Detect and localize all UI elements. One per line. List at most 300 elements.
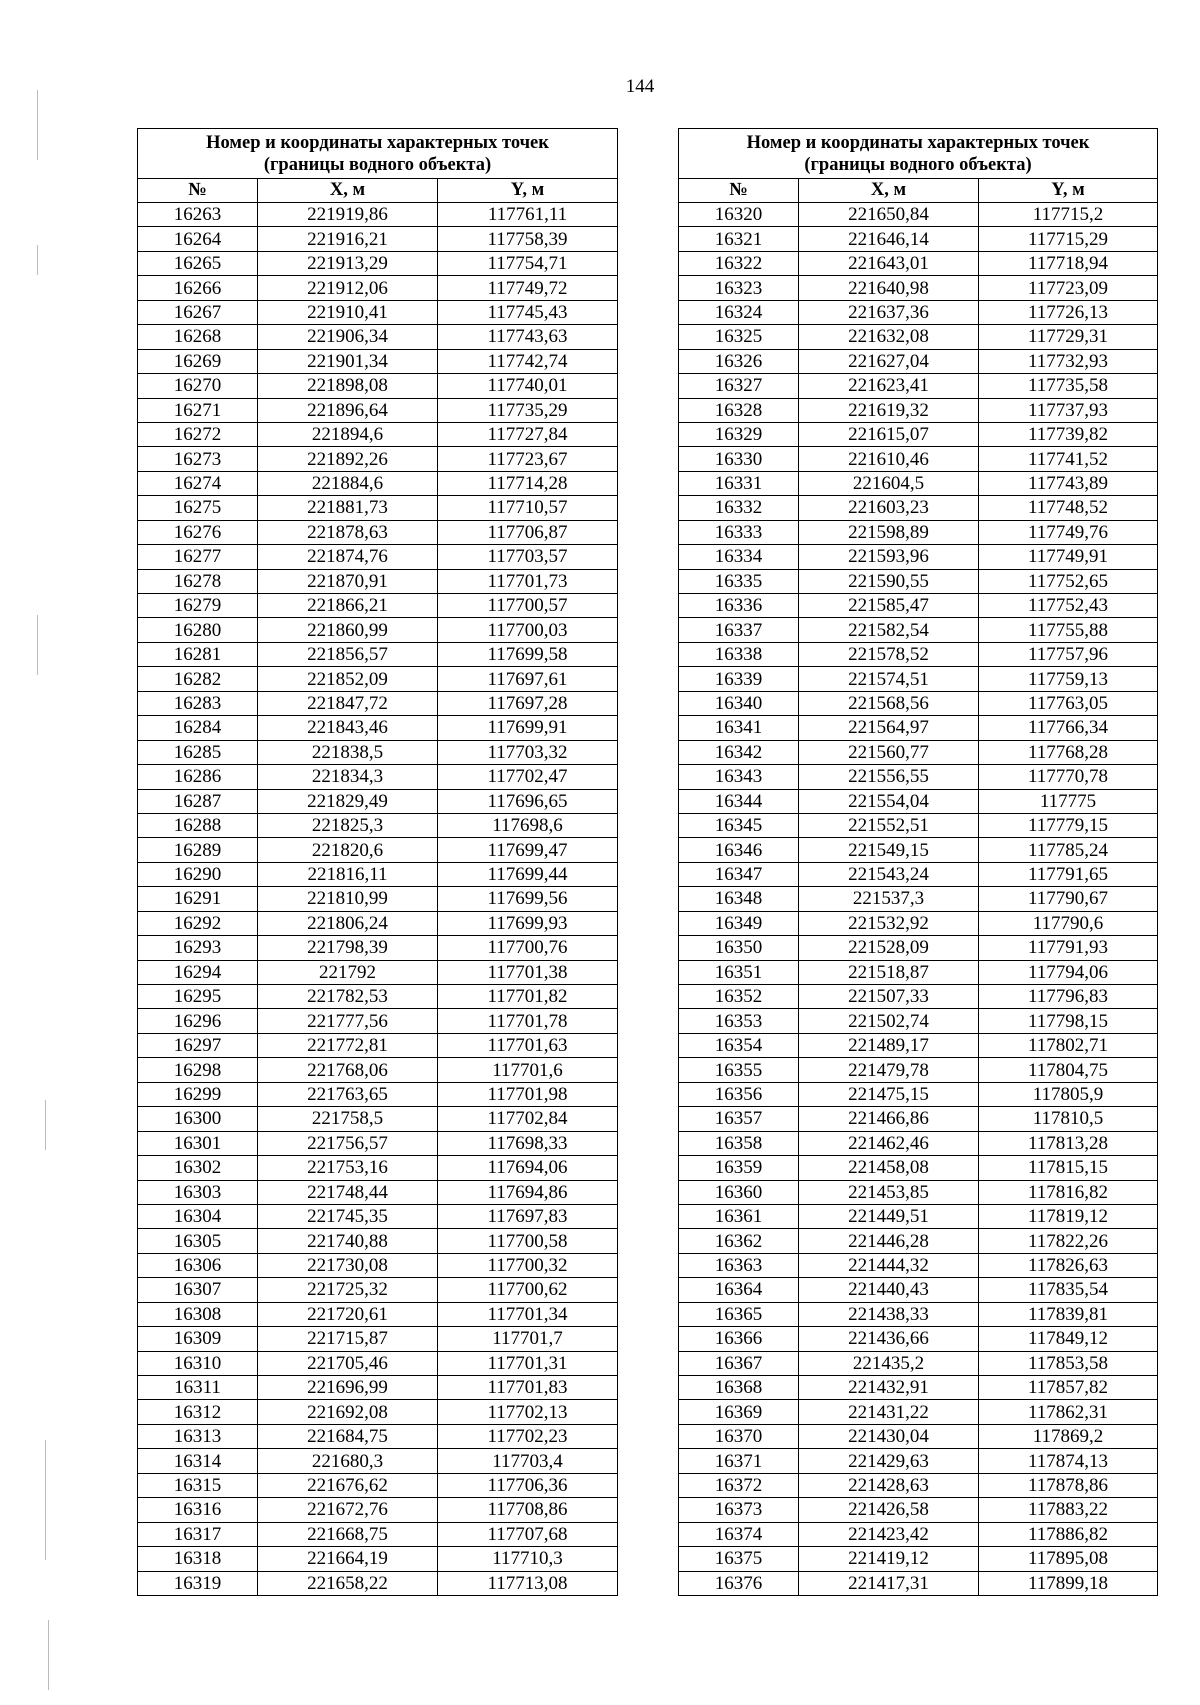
table-row xyxy=(138,1229,618,1253)
table-row xyxy=(679,838,1158,862)
cell-x-coordinate: 221740,88 xyxy=(258,1229,438,1253)
cell-x-coordinate: 221725,32 xyxy=(258,1278,438,1302)
cell-y-coordinate: 117700,76 xyxy=(438,936,618,960)
cell-x-coordinate: 221768,06 xyxy=(258,1058,438,1082)
cell-y-coordinate: 117701,82 xyxy=(438,985,618,1009)
cell-point-number: 16343 xyxy=(679,765,799,789)
cell-y-coordinate: 117758,39 xyxy=(438,227,618,251)
cell-y-coordinate: 117701,31 xyxy=(438,1351,618,1375)
table-row xyxy=(679,1156,1158,1180)
table-row xyxy=(138,716,618,740)
cell-y-coordinate: 117761,11 xyxy=(438,203,618,227)
cell-x-coordinate: 221578,52 xyxy=(799,642,979,666)
cell-x-coordinate: 221603,23 xyxy=(799,496,979,520)
cell-point-number: 16341 xyxy=(679,716,799,740)
cell-point-number: 16264 xyxy=(138,227,258,251)
cell-x-coordinate: 221856,57 xyxy=(258,642,438,666)
cell-point-number: 16299 xyxy=(138,1082,258,1106)
cell-x-coordinate: 221479,78 xyxy=(799,1058,979,1082)
cell-point-number: 16335 xyxy=(679,569,799,593)
column-header-x: X, м xyxy=(799,179,979,203)
cell-y-coordinate: 117699,56 xyxy=(438,887,618,911)
cell-y-coordinate: 117702,84 xyxy=(438,1107,618,1131)
cell-x-coordinate: 221632,08 xyxy=(799,325,979,349)
cell-y-coordinate: 117723,09 xyxy=(979,276,1158,300)
table-row xyxy=(138,1253,618,1277)
cell-x-coordinate: 221453,85 xyxy=(799,1180,979,1204)
column-header-x: X, м xyxy=(258,179,438,203)
table-row xyxy=(679,667,1158,691)
table-row xyxy=(679,1253,1158,1277)
cell-y-coordinate: 117706,87 xyxy=(438,520,618,544)
table-row xyxy=(679,1278,1158,1302)
cell-x-coordinate: 221898,08 xyxy=(258,374,438,398)
cell-x-coordinate: 221676,62 xyxy=(258,1473,438,1497)
cell-point-number: 16347 xyxy=(679,862,799,886)
cell-y-coordinate: 117701,6 xyxy=(438,1058,618,1082)
cell-x-coordinate: 221438,33 xyxy=(799,1302,979,1326)
cell-x-coordinate: 221430,04 xyxy=(799,1424,979,1448)
cell-y-coordinate: 117742,74 xyxy=(438,349,618,373)
cell-x-coordinate: 221556,55 xyxy=(799,765,979,789)
table-row xyxy=(679,594,1158,618)
table-row xyxy=(679,1180,1158,1204)
cell-y-coordinate: 117874,13 xyxy=(979,1449,1158,1473)
table-row xyxy=(679,1498,1158,1522)
cell-point-number: 16344 xyxy=(679,789,799,813)
cell-point-number: 16371 xyxy=(679,1449,799,1473)
table-row xyxy=(138,1376,618,1400)
scan-mark xyxy=(37,245,38,275)
scan-mark xyxy=(45,1440,46,1560)
table-row xyxy=(138,985,618,1009)
cell-y-coordinate: 117802,71 xyxy=(979,1033,1158,1057)
cell-y-coordinate: 117763,05 xyxy=(979,691,1158,715)
table-row xyxy=(138,1204,618,1228)
cell-x-coordinate: 221870,91 xyxy=(258,569,438,593)
table-title xyxy=(138,129,618,179)
cell-point-number: 16354 xyxy=(679,1033,799,1057)
cell-x-coordinate: 221847,72 xyxy=(258,691,438,715)
cell-y-coordinate: 117839,81 xyxy=(979,1302,1158,1326)
cell-x-coordinate: 221446,28 xyxy=(799,1229,979,1253)
cell-y-coordinate: 117694,86 xyxy=(438,1180,618,1204)
cell-y-coordinate: 117752,43 xyxy=(979,594,1158,618)
cell-y-coordinate: 117743,89 xyxy=(979,471,1158,495)
column-header-number: № xyxy=(138,179,258,203)
cell-point-number: 16274 xyxy=(138,471,258,495)
cell-point-number: 16277 xyxy=(138,545,258,569)
cell-x-coordinate: 221528,09 xyxy=(799,936,979,960)
cell-x-coordinate: 221912,06 xyxy=(258,276,438,300)
table-row xyxy=(679,325,1158,349)
table-row xyxy=(138,471,618,495)
cell-point-number: 16355 xyxy=(679,1058,799,1082)
table-row xyxy=(138,765,618,789)
cell-x-coordinate: 221604,5 xyxy=(799,471,979,495)
column-header-number: № xyxy=(679,179,799,203)
cell-y-coordinate: 117768,28 xyxy=(979,740,1158,764)
cell-y-coordinate: 117718,94 xyxy=(979,251,1158,275)
column-header-y: Y, м xyxy=(438,179,618,203)
cell-y-coordinate: 117810,5 xyxy=(979,1107,1158,1131)
cell-x-coordinate: 221417,31 xyxy=(799,1571,979,1595)
table-row xyxy=(138,691,618,715)
cell-y-coordinate: 117743,63 xyxy=(438,325,618,349)
table-row xyxy=(679,1351,1158,1375)
cell-y-coordinate: 117723,67 xyxy=(438,447,618,471)
table-row xyxy=(679,887,1158,911)
cell-x-coordinate: 221610,46 xyxy=(799,447,979,471)
cell-point-number: 16361 xyxy=(679,1204,799,1228)
cell-point-number: 16270 xyxy=(138,374,258,398)
cell-point-number: 16314 xyxy=(138,1449,258,1473)
cell-point-number: 16326 xyxy=(679,349,799,373)
cell-x-coordinate: 221637,36 xyxy=(799,300,979,324)
table-row xyxy=(679,422,1158,446)
table-row xyxy=(679,520,1158,544)
cell-point-number: 16357 xyxy=(679,1107,799,1131)
table-row xyxy=(679,911,1158,935)
cell-y-coordinate: 117703,4 xyxy=(438,1449,618,1473)
cell-y-coordinate: 117713,08 xyxy=(438,1571,618,1595)
table-body xyxy=(679,203,1158,1596)
cell-x-coordinate: 221860,99 xyxy=(258,618,438,642)
cell-y-coordinate: 117862,31 xyxy=(979,1400,1158,1424)
table-row xyxy=(138,545,618,569)
table-row xyxy=(679,1473,1158,1497)
cell-y-coordinate: 117754,71 xyxy=(438,251,618,275)
table-row xyxy=(138,911,618,935)
cell-x-coordinate: 221598,89 xyxy=(799,520,979,544)
cell-point-number: 16318 xyxy=(138,1547,258,1571)
cell-point-number: 16272 xyxy=(138,422,258,446)
cell-y-coordinate: 117699,93 xyxy=(438,911,618,935)
cell-x-coordinate: 221745,35 xyxy=(258,1204,438,1228)
cell-point-number: 16338 xyxy=(679,642,799,666)
cell-x-coordinate: 221838,5 xyxy=(258,740,438,764)
table-row xyxy=(138,740,618,764)
cell-y-coordinate: 117703,57 xyxy=(438,545,618,569)
cell-y-coordinate: 117700,32 xyxy=(438,1253,618,1277)
cell-y-coordinate: 117804,75 xyxy=(979,1058,1158,1082)
cell-point-number: 16328 xyxy=(679,398,799,422)
cell-y-coordinate: 117886,82 xyxy=(979,1522,1158,1546)
scan-mark xyxy=(37,90,38,160)
cell-point-number: 16308 xyxy=(138,1302,258,1326)
cell-y-coordinate: 117699,58 xyxy=(438,642,618,666)
table-row xyxy=(138,789,618,813)
cell-point-number: 16294 xyxy=(138,960,258,984)
cell-y-coordinate: 117816,82 xyxy=(979,1180,1158,1204)
table-row xyxy=(679,569,1158,593)
cell-x-coordinate: 221715,87 xyxy=(258,1327,438,1351)
table-row xyxy=(138,642,618,666)
cell-y-coordinate: 117715,2 xyxy=(979,203,1158,227)
table-row xyxy=(138,398,618,422)
cell-point-number: 16333 xyxy=(679,520,799,544)
cell-x-coordinate: 221919,86 xyxy=(258,203,438,227)
cell-y-coordinate: 117752,65 xyxy=(979,569,1158,593)
table-row xyxy=(138,1131,618,1155)
cell-x-coordinate: 221878,63 xyxy=(258,520,438,544)
cell-y-coordinate: 117698,6 xyxy=(438,813,618,837)
cell-y-coordinate: 117798,15 xyxy=(979,1009,1158,1033)
cell-x-coordinate: 221896,64 xyxy=(258,398,438,422)
cell-y-coordinate: 117700,57 xyxy=(438,594,618,618)
cell-point-number: 16313 xyxy=(138,1424,258,1448)
table-row xyxy=(679,642,1158,666)
table-row xyxy=(679,471,1158,495)
cell-point-number: 16331 xyxy=(679,471,799,495)
cell-y-coordinate: 117735,58 xyxy=(979,374,1158,398)
table-row xyxy=(679,1327,1158,1351)
cell-x-coordinate: 221564,97 xyxy=(799,716,979,740)
table-row xyxy=(679,1376,1158,1400)
cell-y-coordinate: 117702,47 xyxy=(438,765,618,789)
table-row xyxy=(138,203,618,227)
table-title-line2: (границы водного объекта) xyxy=(263,154,492,175)
cell-x-coordinate: 221913,29 xyxy=(258,251,438,275)
cell-y-coordinate: 117697,83 xyxy=(438,1204,618,1228)
cell-point-number: 16282 xyxy=(138,667,258,691)
cell-x-coordinate: 221489,17 xyxy=(799,1033,979,1057)
cell-point-number: 16367 xyxy=(679,1351,799,1375)
cell-y-coordinate: 117701,7 xyxy=(438,1327,618,1351)
cell-y-coordinate: 117701,78 xyxy=(438,1009,618,1033)
cell-x-coordinate: 221658,22 xyxy=(258,1571,438,1595)
cell-x-coordinate: 221502,74 xyxy=(799,1009,979,1033)
table-row xyxy=(138,1327,618,1351)
cell-point-number: 16298 xyxy=(138,1058,258,1082)
cell-x-coordinate: 221906,34 xyxy=(258,325,438,349)
cell-point-number: 16302 xyxy=(138,1156,258,1180)
cell-y-coordinate: 117727,84 xyxy=(438,422,618,446)
cell-y-coordinate: 117739,82 xyxy=(979,422,1158,446)
cell-point-number: 16330 xyxy=(679,447,799,471)
cell-x-coordinate: 221874,76 xyxy=(258,545,438,569)
cell-point-number: 16290 xyxy=(138,862,258,886)
cell-point-number: 16296 xyxy=(138,1009,258,1033)
table-row xyxy=(679,1571,1158,1595)
cell-x-coordinate: 221574,51 xyxy=(799,667,979,691)
cell-y-coordinate: 117819,12 xyxy=(979,1204,1158,1228)
table-row xyxy=(679,960,1158,984)
cell-y-coordinate: 117701,98 xyxy=(438,1082,618,1106)
cell-y-coordinate: 117699,47 xyxy=(438,838,618,862)
cell-point-number: 16317 xyxy=(138,1522,258,1546)
table-row xyxy=(138,618,618,642)
cell-point-number: 16325 xyxy=(679,325,799,349)
cell-y-coordinate: 117790,6 xyxy=(979,911,1158,935)
cell-point-number: 16374 xyxy=(679,1522,799,1546)
cell-point-number: 16332 xyxy=(679,496,799,520)
cell-y-coordinate: 117700,58 xyxy=(438,1229,618,1253)
table-row xyxy=(679,716,1158,740)
cell-x-coordinate: 221881,73 xyxy=(258,496,438,520)
cell-y-coordinate: 117740,01 xyxy=(438,374,618,398)
cell-x-coordinate: 221829,49 xyxy=(258,789,438,813)
cell-y-coordinate: 117703,32 xyxy=(438,740,618,764)
table-row xyxy=(138,813,618,837)
table-row xyxy=(138,1522,618,1546)
cell-point-number: 16375 xyxy=(679,1547,799,1571)
cell-y-coordinate: 117791,65 xyxy=(979,862,1158,886)
table-row xyxy=(138,1082,618,1106)
cell-x-coordinate: 221894,6 xyxy=(258,422,438,446)
cell-x-coordinate: 221756,57 xyxy=(258,1131,438,1155)
cell-y-coordinate: 117737,93 xyxy=(979,398,1158,422)
table-row xyxy=(138,300,618,324)
cell-x-coordinate: 221543,24 xyxy=(799,862,979,886)
cell-x-coordinate: 221758,5 xyxy=(258,1107,438,1131)
cell-point-number: 16340 xyxy=(679,691,799,715)
cell-x-coordinate: 221820,6 xyxy=(258,838,438,862)
cell-x-coordinate: 221640,98 xyxy=(799,276,979,300)
table-row xyxy=(138,325,618,349)
cell-y-coordinate: 117757,96 xyxy=(979,642,1158,666)
cell-y-coordinate: 117735,29 xyxy=(438,398,618,422)
cell-y-coordinate: 117883,22 xyxy=(979,1498,1158,1522)
cell-y-coordinate: 117869,2 xyxy=(979,1424,1158,1448)
table-row xyxy=(138,960,618,984)
table-row xyxy=(138,496,618,520)
cell-y-coordinate: 117726,13 xyxy=(979,300,1158,324)
table-row xyxy=(679,1547,1158,1571)
cell-y-coordinate: 117755,88 xyxy=(979,618,1158,642)
cell-x-coordinate: 221444,32 xyxy=(799,1253,979,1277)
cell-point-number: 16329 xyxy=(679,422,799,446)
cell-point-number: 16263 xyxy=(138,203,258,227)
cell-x-coordinate: 221426,58 xyxy=(799,1498,979,1522)
cell-point-number: 16266 xyxy=(138,276,258,300)
cell-x-coordinate: 221705,46 xyxy=(258,1351,438,1375)
cell-point-number: 16306 xyxy=(138,1253,258,1277)
cell-x-coordinate: 221916,21 xyxy=(258,227,438,251)
cell-y-coordinate: 117822,26 xyxy=(979,1229,1158,1253)
cell-y-coordinate: 117707,68 xyxy=(438,1522,618,1546)
table-row xyxy=(138,1107,618,1131)
table-row xyxy=(679,496,1158,520)
table-row xyxy=(138,1424,618,1448)
cell-point-number: 16305 xyxy=(138,1229,258,1253)
cell-y-coordinate: 117696,65 xyxy=(438,789,618,813)
cell-point-number: 16358 xyxy=(679,1131,799,1155)
cell-y-coordinate: 117785,24 xyxy=(979,838,1158,862)
cell-point-number: 16279 xyxy=(138,594,258,618)
cell-y-coordinate: 117759,13 xyxy=(979,667,1158,691)
cell-point-number: 16362 xyxy=(679,1229,799,1253)
table-row xyxy=(679,765,1158,789)
cell-x-coordinate: 221582,54 xyxy=(799,618,979,642)
cell-x-coordinate: 221810,99 xyxy=(258,887,438,911)
cell-point-number: 16321 xyxy=(679,227,799,251)
cell-x-coordinate: 221748,44 xyxy=(258,1180,438,1204)
cell-y-coordinate: 117791,93 xyxy=(979,936,1158,960)
cell-x-coordinate: 221834,3 xyxy=(258,765,438,789)
cell-y-coordinate: 117708,86 xyxy=(438,1498,618,1522)
cell-x-coordinate: 221696,99 xyxy=(258,1376,438,1400)
table-row xyxy=(138,1498,618,1522)
cell-point-number: 16287 xyxy=(138,789,258,813)
table-title-line1: Номер и координаты характерных точек xyxy=(206,132,549,153)
coordinates-table-right xyxy=(678,128,1158,1596)
table-row xyxy=(679,1204,1158,1228)
cell-y-coordinate: 117790,67 xyxy=(979,887,1158,911)
cell-point-number: 16323 xyxy=(679,276,799,300)
table-row xyxy=(679,1033,1158,1057)
cell-point-number: 16324 xyxy=(679,300,799,324)
cell-x-coordinate: 221730,08 xyxy=(258,1253,438,1277)
cell-point-number: 16351 xyxy=(679,960,799,984)
table-row xyxy=(679,691,1158,715)
cell-x-coordinate: 221436,66 xyxy=(799,1327,979,1351)
cell-y-coordinate: 117805,9 xyxy=(979,1082,1158,1106)
cell-y-coordinate: 117699,44 xyxy=(438,862,618,886)
table-row xyxy=(138,1009,618,1033)
cell-point-number: 16334 xyxy=(679,545,799,569)
table-row xyxy=(679,1009,1158,1033)
table-row xyxy=(679,349,1158,373)
cell-x-coordinate: 221568,56 xyxy=(799,691,979,715)
cell-y-coordinate: 117745,43 xyxy=(438,300,618,324)
cell-point-number: 16283 xyxy=(138,691,258,715)
cell-y-coordinate: 117701,83 xyxy=(438,1376,618,1400)
table-row xyxy=(679,1400,1158,1424)
cell-x-coordinate: 221507,33 xyxy=(799,985,979,1009)
table-row xyxy=(138,887,618,911)
cell-point-number: 16370 xyxy=(679,1424,799,1448)
cell-point-number: 16300 xyxy=(138,1107,258,1131)
cell-point-number: 16346 xyxy=(679,838,799,862)
cell-y-coordinate: 117895,08 xyxy=(979,1547,1158,1571)
cell-point-number: 16292 xyxy=(138,911,258,935)
cell-point-number: 16278 xyxy=(138,569,258,593)
table-row xyxy=(679,1082,1158,1106)
cell-point-number: 16269 xyxy=(138,349,258,373)
cell-x-coordinate: 221777,56 xyxy=(258,1009,438,1033)
cell-y-coordinate: 117701,63 xyxy=(438,1033,618,1057)
table-row xyxy=(138,276,618,300)
table-row xyxy=(138,1351,618,1375)
cell-x-coordinate: 221692,08 xyxy=(258,1400,438,1424)
cell-x-coordinate: 221884,6 xyxy=(258,471,438,495)
cell-y-coordinate: 117699,91 xyxy=(438,716,618,740)
cell-point-number: 16364 xyxy=(679,1278,799,1302)
cell-point-number: 16281 xyxy=(138,642,258,666)
table-body xyxy=(138,203,618,1596)
cell-x-coordinate: 221664,19 xyxy=(258,1547,438,1571)
table-row xyxy=(679,300,1158,324)
cell-x-coordinate: 221554,04 xyxy=(799,789,979,813)
cell-point-number: 16356 xyxy=(679,1082,799,1106)
table-row xyxy=(679,227,1158,251)
cell-y-coordinate: 117702,23 xyxy=(438,1424,618,1448)
table-row xyxy=(138,447,618,471)
cell-point-number: 16311 xyxy=(138,1376,258,1400)
cell-x-coordinate: 221429,63 xyxy=(799,1449,979,1473)
cell-y-coordinate: 117899,18 xyxy=(979,1571,1158,1595)
cell-y-coordinate: 117729,31 xyxy=(979,325,1158,349)
cell-point-number: 16309 xyxy=(138,1327,258,1351)
cell-x-coordinate: 221650,84 xyxy=(799,203,979,227)
table-row xyxy=(679,398,1158,422)
table-row xyxy=(138,374,618,398)
cell-y-coordinate: 117701,34 xyxy=(438,1302,618,1326)
table-row xyxy=(679,203,1158,227)
table-row xyxy=(679,1131,1158,1155)
cell-x-coordinate: 221720,61 xyxy=(258,1302,438,1326)
